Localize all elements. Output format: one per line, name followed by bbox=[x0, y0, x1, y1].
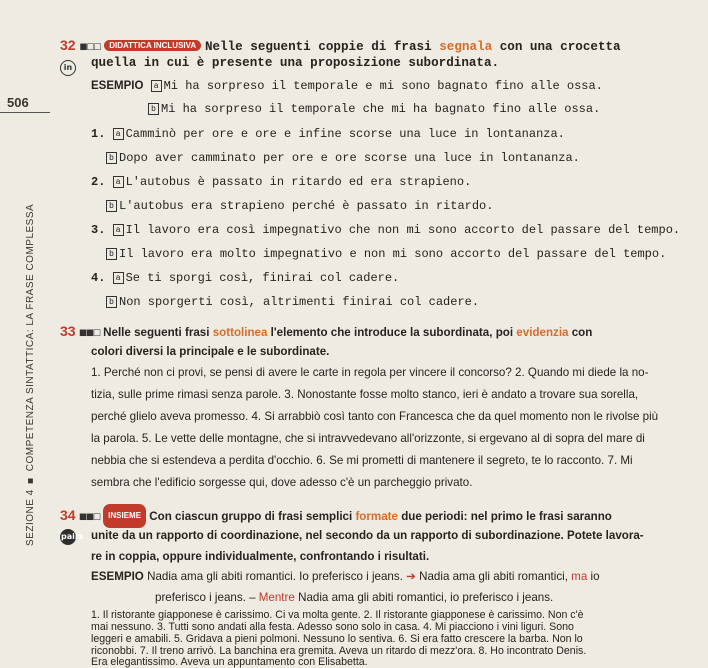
ex34-text-line: Era elegantissimo. Aveva un appuntamento con Elisabetta. bbox=[91, 656, 368, 668]
ex32-item-1b: b Dopo aver camminato per ore e ore scorse una luce in lontananza. bbox=[106, 147, 580, 171]
ex34-example-line2: preferisco i jeans. – Mentre Nadia ama gli abiti romantici, io preferisco i jeans. bbox=[155, 591, 554, 604]
didattica-inclusiva-badge: DIDATTICA INCLUSIVA bbox=[104, 40, 201, 51]
exercise-number: 32 bbox=[60, 37, 76, 53]
ex33-text-line: la parola. 5. Le vette delle montagne, che si intravvedevano all'orizzonte, si ergevano al di sopra del mare di bbox=[91, 432, 645, 445]
checkbox-b[interactable]: b bbox=[106, 200, 117, 212]
checkbox-b[interactable]: b bbox=[106, 296, 117, 308]
ex32-item-1a: 1. a Camminò per ore e ore e infine scorse una luce in lontananza. bbox=[91, 127, 565, 141]
arrow-icon: ➔ bbox=[406, 570, 416, 583]
ex34-instruction-line3: re in coppia, oppure individualmente, confrontando i risultati. bbox=[91, 550, 430, 563]
exercise-number: 34 bbox=[60, 507, 76, 523]
difficulty-indicator: ■■□ bbox=[78, 512, 100, 522]
difficulty-indicator: ■■□ bbox=[78, 328, 100, 338]
checkbox-b[interactable]: b bbox=[106, 152, 117, 164]
checkbox-b[interactable]: b bbox=[106, 248, 117, 260]
inclusive-icon: in bbox=[60, 60, 76, 76]
ex34-text-line: riconobbi. 7. Il treno arrivò. La banchina era gremita. Aveva un ritardo di mezz'ora. 8. Ho incontrato Denis. bbox=[91, 645, 587, 657]
ex34-instruction-line2: unite da un rapporto di coordinazione, nel secondo da un rapporto di subordinazione. Potete lavora- bbox=[91, 529, 644, 542]
ex33-instruction: Nelle seguenti frasi sottolinea l'elemento che introduce la subordinata, poi evidenzia con bbox=[103, 326, 593, 339]
ex33-text-line: sembra che l'edificio sorgesse qui, dove adesso c'è un parcheggio privato. bbox=[91, 476, 473, 489]
checkbox-b[interactable]: b bbox=[148, 103, 159, 115]
ex32-instruction-line2: quella in cui è presente una proposizione subordinata. bbox=[91, 56, 500, 70]
ex34-text-line: leggeri e amabili. 5. Gridava a pieni polmoni. Nessuno lo sentiva. 6. Si era fatto crescere la barba. Non lo bbox=[91, 633, 583, 645]
insieme-badge: INSIEME bbox=[103, 504, 146, 528]
ex33-text-line: tizia, sulle prime rimasi senza parole. 3. Nonostante fosse molto stanco, ieri è andato a trovare sua sorella, bbox=[91, 388, 639, 401]
ex32-item-4b: b Non sporgerti così, altrimenti finirai col cadere. bbox=[106, 291, 479, 315]
ex34-instruction: Con ciascun gruppo di frasi semplici formate due periodi: nel primo le frasi saranno bbox=[149, 510, 612, 523]
ex33-text-line: perché glielo aveva promesso. 4. Si arrabbiò così tanto con Francesca che da quel momento non le rivolse più bbox=[91, 410, 659, 423]
ex33-text-line: 1. Perché non ci provi, se pensi di avere le carte in regola per vincere il concorso? 2. Quando mi diede la no- bbox=[91, 366, 649, 379]
ex34-text-line: 1. Il ristorante giapponese è carissimo. Ci va molta gente. 2. Il ristorante giapponese è carissimo. Non c'è bbox=[91, 609, 584, 621]
ex32-item-3a: 3. a Il lavoro era così impegnativo che non mi sono accorto del passare del tempo. bbox=[91, 223, 681, 237]
ex32-example-a: ESEMPIO a Mi ha sorpreso il temporale e mi sono bagnato fino alle ossa. bbox=[91, 79, 603, 93]
ex34-text-line: mai nessuno. 3. Tutti sono andati alla festa. Adesso sono solo in casa. 4. Mi piacciono i vini liguri. Sono bbox=[91, 621, 574, 633]
checkbox-a[interactable]: a bbox=[113, 224, 124, 236]
page-number-rule bbox=[0, 112, 50, 113]
exercise-number: 33 bbox=[60, 323, 76, 339]
page-number: 506 bbox=[7, 95, 29, 110]
ex32-item-4a: 4. a Se ti sporgi così, finirai col cadere. bbox=[91, 271, 400, 285]
checkbox-a[interactable]: a bbox=[113, 128, 124, 140]
ex32-item-2b: b L'autobus era strapieno perché è passato in ritardo. bbox=[106, 195, 493, 219]
ex32-example-b: b Mi ha sorpreso il temporale che mi ha bagnato fino alle ossa. bbox=[148, 98, 600, 122]
ex33-text-line: nebbia che si estendeva a perdita d'occhio. 6. Se mi prometti di mantenere il segreto, te lo racconto. 7. Mi bbox=[91, 454, 633, 467]
checkbox-a[interactable]: a bbox=[113, 176, 124, 188]
checkbox-a[interactable]: a bbox=[151, 80, 162, 92]
ex32-item-3b: b Il lavoro era molto impegnativo e non mi sono accorto del passare del tempo. bbox=[106, 243, 666, 267]
difficulty-indicator: ■□□ bbox=[79, 42, 101, 52]
pair-work-icon: pairs bbox=[60, 529, 76, 545]
section-side-label: SEZIONE 4 ■ COMPETENZA SINTATTICA: LA FRASE COMPLESSA bbox=[25, 203, 36, 547]
ex32-item-2a: 2. a L'autobus è passato in ritardo ed era strapieno. bbox=[91, 175, 472, 189]
ex34-example-line1: ESEMPIO Nadia ama gli abiti romantici. Io preferisco i jeans. ➔ Nadia ama gli abiti romantici, ma io bbox=[91, 570, 600, 583]
ex32-instruction: Nelle seguenti coppie di frasi segnala con una crocetta bbox=[204, 40, 621, 54]
ex33-instruction-line2: colori diversi la principale e le subordinate. bbox=[91, 345, 330, 358]
checkbox-a[interactable]: a bbox=[113, 272, 124, 284]
